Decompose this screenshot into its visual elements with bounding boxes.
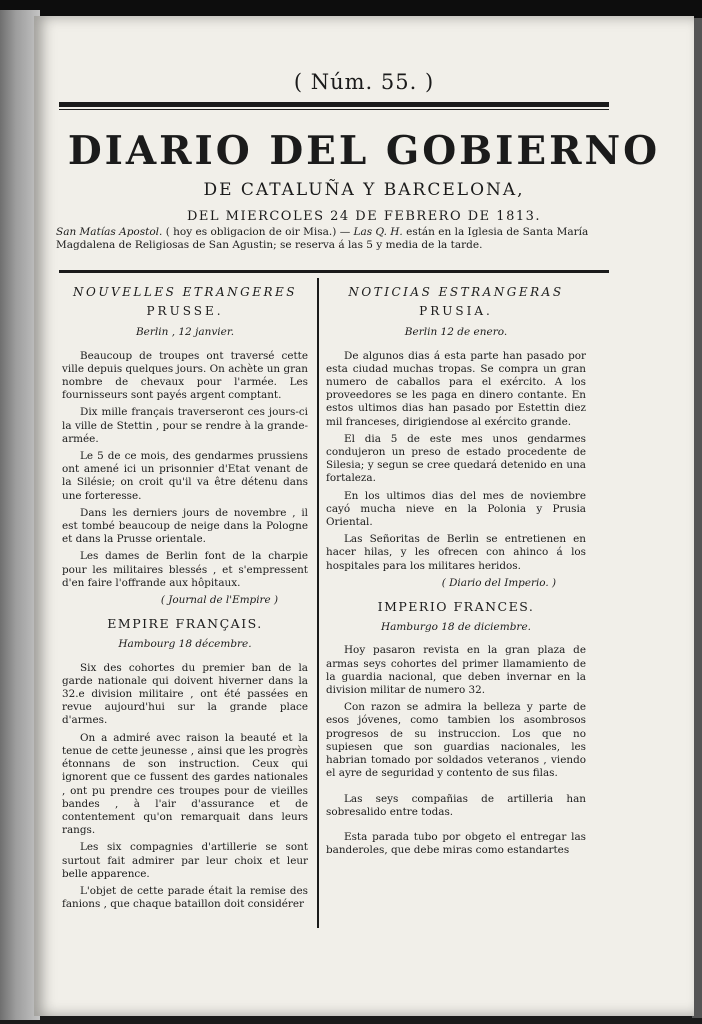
masthead-title: DIARIO DEL GOBIERNO (67, 128, 661, 174)
saint-notice (56, 226, 616, 252)
right-source: ( Diario del Imperio. ) (441, 576, 556, 589)
left-column (62, 284, 308, 915)
left-heading: NOUVELLES ETRANGERES (73, 285, 297, 299)
header-rule-thin (59, 109, 609, 110)
header-rule (59, 102, 609, 107)
article-paragraph: Beaucoup de troupes ont traversé cette ville depuis quelques jours. On achète un gran nombre de chevaux pour l'armée. Les fournisseurs sont payés argent comptant. (62, 349, 308, 402)
section-rule (59, 270, 609, 273)
article-paragraph: Hoy pasaron revista en la gran plaza de armas seys cohortes del primer llamamiento de la guardia nacional, que deben invernar en la division militar de numero 32. (326, 644, 586, 697)
saint-name: San Matías Apostol. (56, 226, 163, 238)
article-paragraph: En los ultimos dias del mes de noviembre cayó mucha nieve en la Polonia y Prusia Oriental. (326, 489, 586, 529)
article-paragraph: Le 5 de ce mois, des gendarmes prussiens ont amené ici un prisonnier d'Etat venant de la Silésie; on croit qu'il va être détenu dans une forteresse. (62, 450, 308, 502)
article-paragraph: Dans les derniers jours de novembre , il est tombé beaucoup de neige dans la Pologne et dans la Prusse orientale. (62, 506, 308, 546)
article-paragraph: L'objet de cette parade était la remise des fanions , que chaque bataillon doit considérer (62, 884, 308, 911)
column-divider (317, 278, 319, 928)
right-dateline: Berlin 12 de enero. (404, 326, 508, 339)
saint-notice-text: ( hoy es obligacion de oir Misa.) — (162, 226, 354, 238)
newspaper-page (34, 16, 694, 1016)
article-paragraph: Les six compagnies d'artillerie se sont surtout fait admirer par leur choix et leur belle apparence. (62, 841, 308, 880)
qh-label: Las Q. H. (353, 226, 403, 238)
article-paragraph: Six des cohortes du premier ban de la garde nationale qui doivent hiverner dans la 32.e division militaire , ont été passées en revue aujourd'hui sur la grande place d'armes. (62, 661, 308, 727)
spacer (326, 823, 586, 831)
article-paragraph: Dix mille français traverseront ces jours-ci la ville de Stettin , pour se rendre à la grande-armée. (62, 406, 308, 445)
issue-number: ( Núm. 55. ) (293, 70, 435, 94)
right-column (326, 284, 586, 861)
article-paragraph: Les dames de Berlin font de la charpie pour les militaires blessés , et s'empressent d'en faire l'offrande aux hôpitaux. (62, 550, 308, 589)
article-paragraph: Con razon se admira la belleza y parte de esos jóvenes, como tambien los asombrosos progresos de su instruccion. Los que no supiesen que son guardias nacionales, les habrian tomado por soldados veteranos , viendo el ayre de seguridad y contento de sus filas. (326, 701, 586, 780)
left-country: PRUSSE. (146, 304, 224, 319)
article-paragraph: El dia 5 de este mes unos gendarmes condujeron un preso de estado procedente de Silesia; y segun se cree quedará detenido en una fortaleza. (326, 432, 586, 485)
article-paragraph: De algunos dias á esta parte han pasado por esta ciudad muchas tropas. Se compra un gran numero de caballos para el exército. A los proveedores se les paga en dinero contante. En estos ultimos dias han pasado por Estettin diez mil franceses, dirigiendose al exército grande. (326, 349, 586, 428)
masthead-subtitle: DE CATALUÑA Y BARCELONA, (203, 180, 525, 200)
spacer (326, 785, 586, 793)
issue-date: DEL MIERCOLES 24 DE FEBRERO DE 1813. (186, 209, 542, 224)
left-dateline-2: Hambourg 18 décembre. (118, 638, 252, 651)
article-paragraph: Esta parada tubo por obgeto el entregar las banderoles, que debe miras como estandartes (326, 830, 586, 857)
article-paragraph: Las seys compañias de artilleria han sobresalido entre todas. (326, 792, 586, 818)
right-heading: NOTICIAS ESTRANGERAS (348, 285, 564, 299)
right-country: PRUSIA. (419, 304, 493, 319)
right-section-heading: IMPERIO FRANCES. (377, 599, 535, 615)
article-paragraph: On a admiré avec raison la beauté et la tenue de cette jeunesse , ainsi que les progrès étonnans de son instruction. Ceux qui ignorent que ce fussent des gardes nationales , ont pu prendre ces troupes pour de vieilles bandes , à l'air d'assurance et de contentement qu'on remarquait dans leurs rangs. (62, 731, 308, 837)
qh-text: están en la Iglesia de Santa María Magdalena de Religiosas de San Agustin; se reserva á las 5 y media de la tarde. (56, 226, 589, 251)
left-source: ( Journal de l'Empire ) (160, 594, 278, 607)
right-dateline-2: Hamburgo 18 de diciembre. (380, 621, 531, 634)
left-dateline: Berlin , 12 janvier. (135, 326, 235, 339)
left-section-heading: EMPIRE FRANÇAIS. (107, 616, 263, 632)
article-paragraph: Las Señoritas de Berlin se entretienen en hacer hilas, y les ofrecen con ahinco á los hospitales para los militares heridos. (326, 533, 586, 572)
